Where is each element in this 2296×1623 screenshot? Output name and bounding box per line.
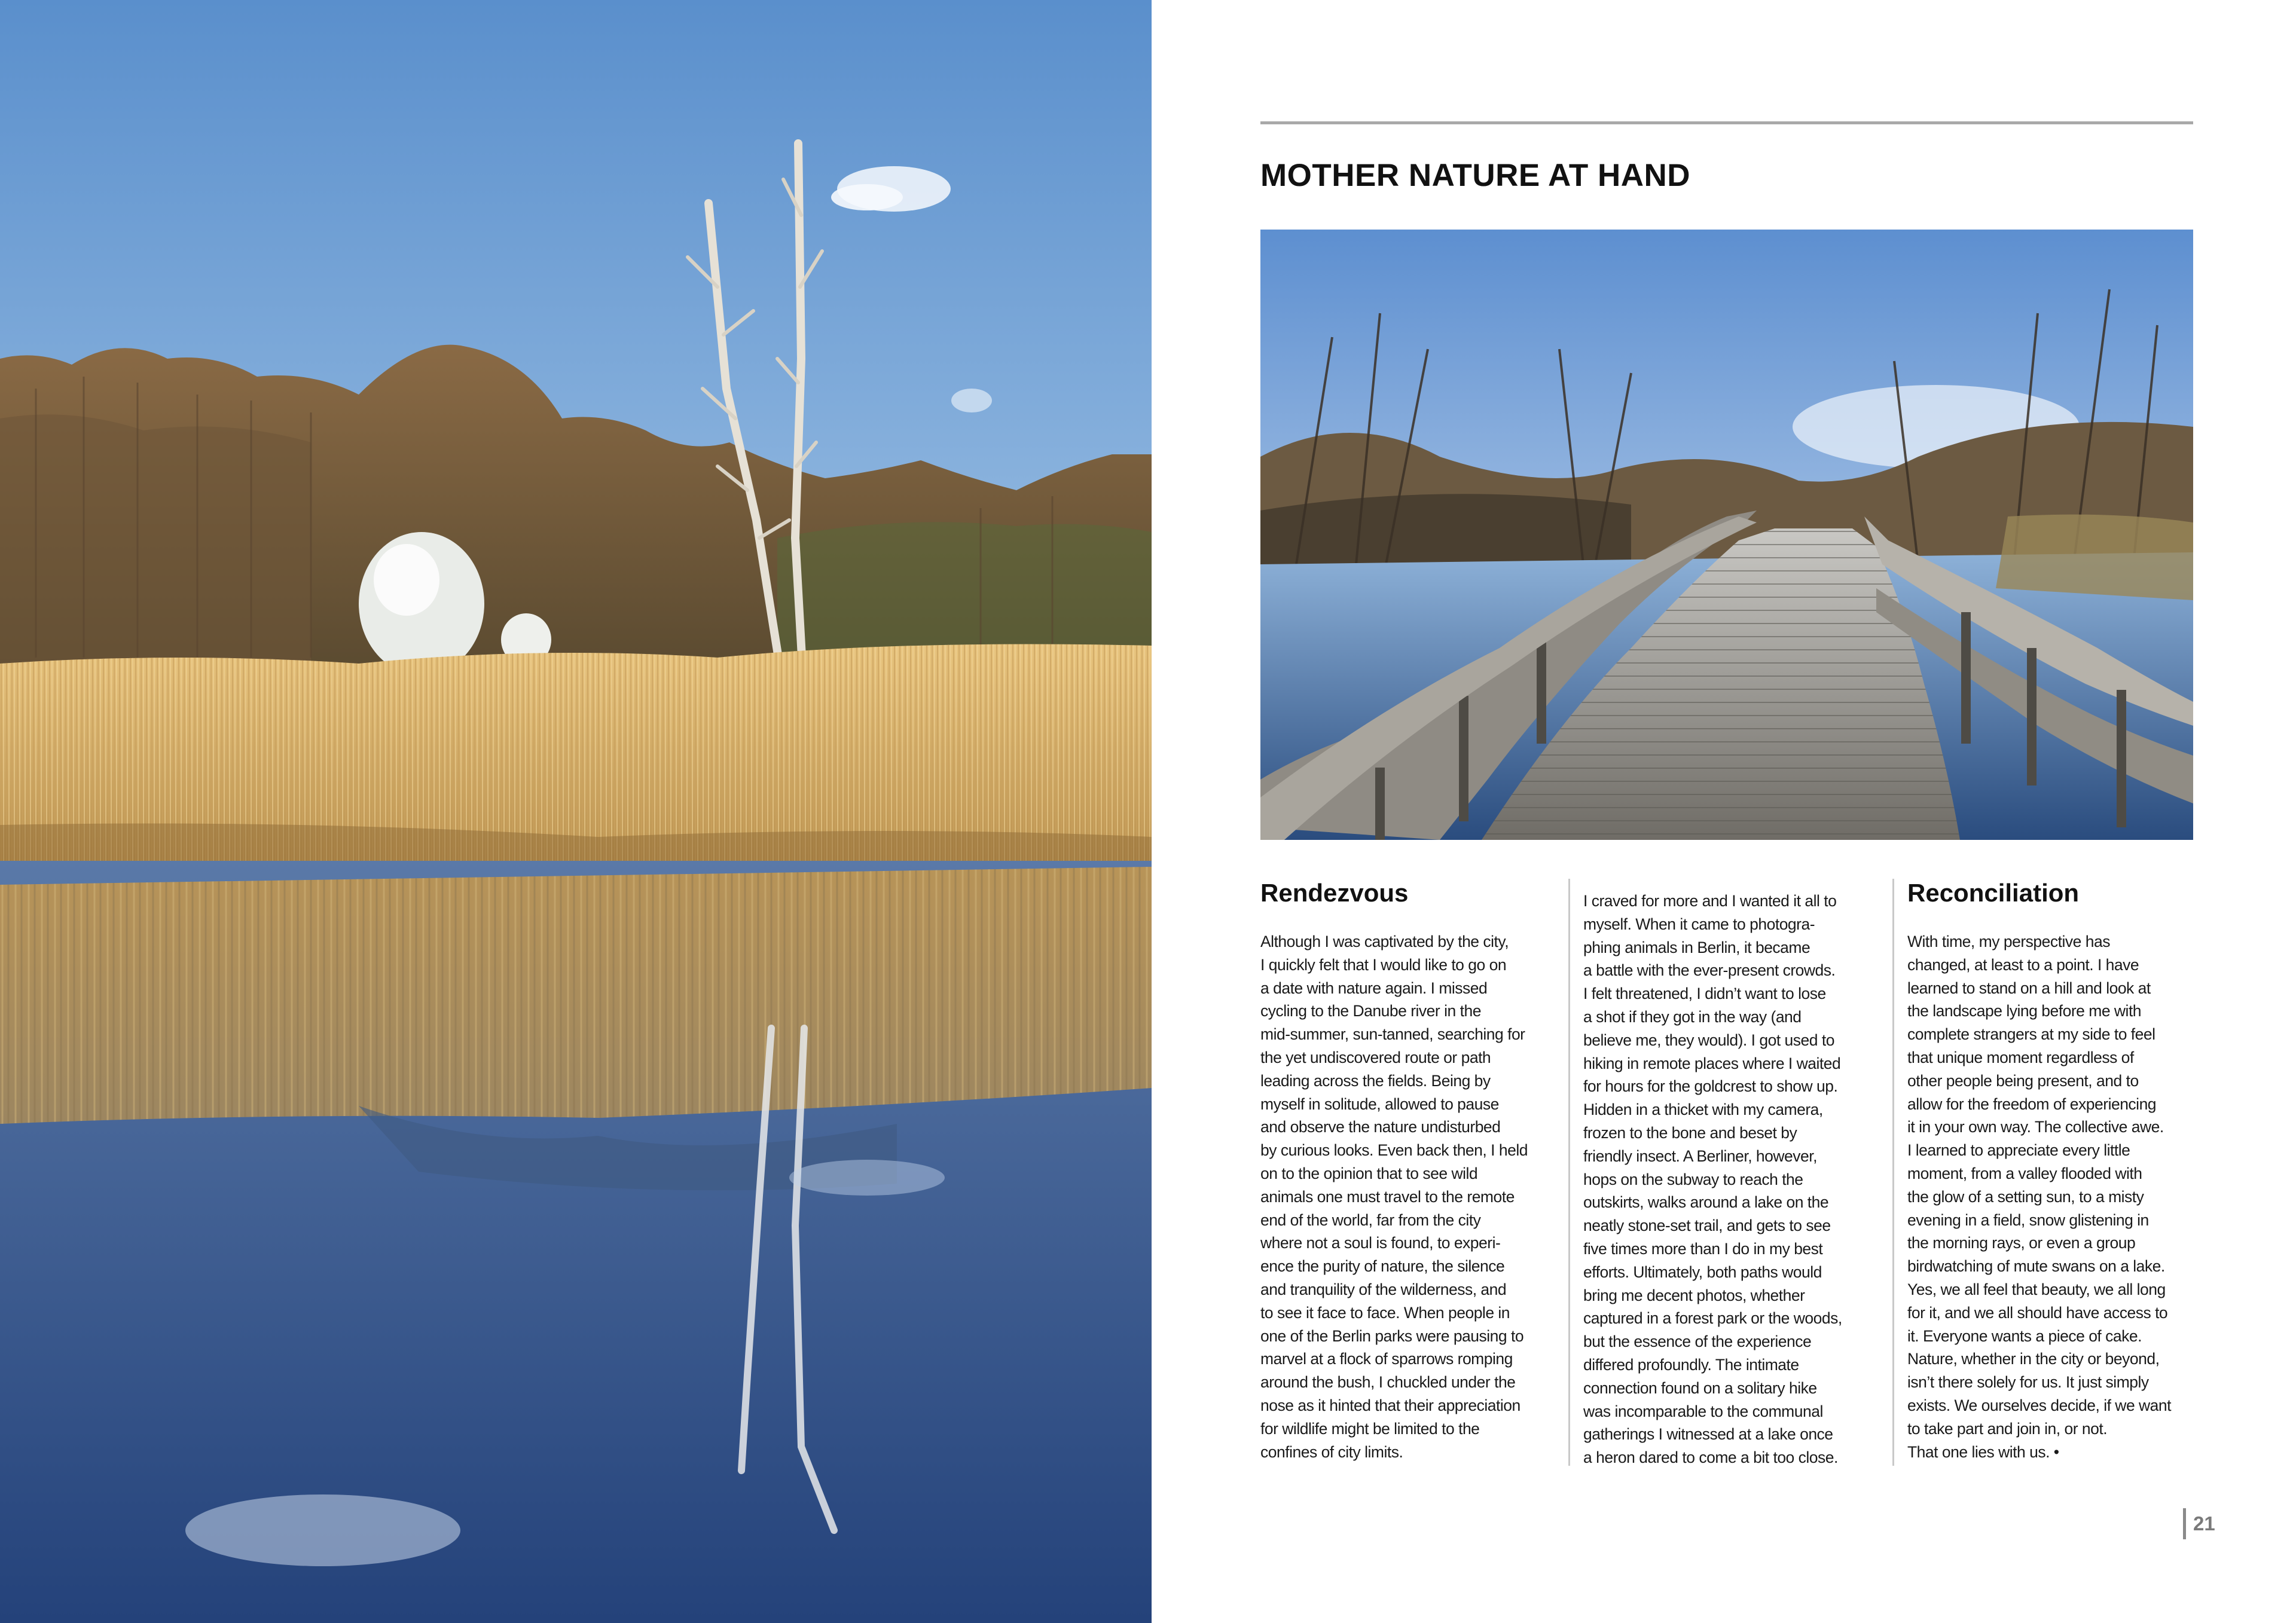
body-line: bring me decent photos, whether [1583, 1286, 1805, 1304]
body-line: phing animals in Berlin, it became [1583, 938, 1810, 956]
body-line: a heron dared to come a bit too close. [1583, 1448, 1838, 1467]
body-line: I craved for more and I wanted it all to [1583, 892, 1837, 910]
body-line: the landscape lying before me with [1907, 1002, 2142, 1020]
body-line: outskirts, walks around a lake on the [1583, 1193, 1829, 1212]
section-heading-reconciliation: Reconciliation [1907, 879, 2080, 907]
body-line: That one lies with us. • [1907, 1442, 2059, 1461]
body-line: leading across the fields. Being by [1260, 1071, 1491, 1090]
top-rule [1260, 121, 2193, 124]
body-line: Although I was captivated by the city, [1260, 933, 1509, 950]
body-line: it. Everyone wants a piece of cake. [1907, 1326, 2142, 1345]
body-line: marvel at a flock of sparrows romping [1260, 1350, 1513, 1368]
body-line: that unique moment regardless of [1907, 1048, 2134, 1066]
boardwalk-river-image [1260, 230, 2193, 840]
body-line: mid-summer, sun-tanned, searching for [1260, 1025, 1525, 1044]
section-heading-rendezvous: Rendezvous [1260, 879, 1409, 907]
body-line: birdwatching of mute swans on a lake. [1907, 1257, 2165, 1276]
column-reconciliation [1907, 878, 2197, 1463]
body-line: to see it face to face. When people in [1260, 1303, 1510, 1322]
body-line: and tranquility of the wilderness, and [1260, 1280, 1507, 1298]
body-line: and observe the nature undisturbed [1260, 1118, 1501, 1136]
body-line: captured in a forest park or the woods, [1583, 1309, 1842, 1328]
body-line: five times more than I do in my best [1583, 1239, 1823, 1258]
body-line: moment, from a valley flooded with [1907, 1164, 2142, 1182]
body-line: myself. When it came to photogra- [1583, 915, 1815, 933]
body-line: I quickly felt that I would like to go on [1260, 955, 1507, 974]
body-line: was incomparable to the communal [1583, 1402, 1823, 1420]
body-line: a date with nature again. I missed [1260, 979, 1488, 997]
body-line: Nature, whether in the city or beyond, [1907, 1350, 2160, 1368]
body-line: end of the world, far from the city [1260, 1211, 1481, 1229]
body-line: evening in a field, snow glistening in [1907, 1211, 2149, 1229]
page-number-bar [2183, 1508, 2186, 1539]
body-line: neatly stone-set trail, and gets to see [1583, 1217, 1831, 1235]
body-line: for wildlife might be limited to the [1260, 1419, 1480, 1438]
body-line: animals one must travel to the remote [1260, 1187, 1515, 1206]
column-body [1260, 930, 1550, 1463]
page-title: MOTHER NATURE AT HAND [1260, 158, 1691, 193]
body-line: it in your own way. The collective awe. [1907, 1118, 2164, 1136]
body-line: allow for the freedom of experiencing [1907, 1095, 2157, 1113]
body-line: With time, my perspective has [1907, 933, 2110, 950]
body-line: exists. We ourselves decide, if we want [1907, 1396, 2172, 1414]
body-line: on to the opinion that to see wild [1260, 1164, 1478, 1182]
body-line: but the essence of the experience [1583, 1332, 1812, 1351]
body-line: hiking in remote places where I waited [1583, 1054, 1841, 1072]
column-middle [1583, 890, 1873, 1469]
body-line: changed, at least to a point. I have [1907, 955, 2139, 974]
body-line: cycling to the Danube river in the [1260, 1002, 1481, 1020]
body-line: Yes, we all feel that beauty, we all long [1907, 1280, 2166, 1298]
body-line: a shot if they got in the way (and [1583, 1007, 1802, 1026]
column-body [1583, 890, 1873, 1469]
boardwalk-photo [1260, 230, 2193, 840]
body-line: nose as it hinted that their appreciation [1260, 1396, 1521, 1414]
body-line: where not a soul is found, to experi- [1260, 1234, 1501, 1252]
body-line: to take part and join in, or not. [1907, 1419, 2108, 1438]
body-line: I learned to appreciate every little [1907, 1141, 2130, 1160]
body-line: frozen to the bone and beset by [1583, 1123, 1797, 1142]
body-line: I felt threatened, I didn’t want to lose [1583, 985, 1826, 1003]
column-divider [1568, 879, 1570, 1466]
body-line: confines of city limits. [1260, 1442, 1403, 1461]
page-number: 21 [2193, 1512, 2215, 1535]
body-line: complete strangers at my side to feel [1907, 1025, 2155, 1044]
body-line: the morning rays, or even a group [1907, 1234, 2136, 1252]
body-line: Hidden in a thicket with my camera, [1583, 1101, 1823, 1119]
body-line: gatherings I witnessed at a lake once [1583, 1425, 1833, 1444]
body-line: for hours for the goldcrest to show up. [1583, 1077, 1838, 1096]
body-line: friendly insect. A Berliner, however, [1583, 1147, 1817, 1165]
body-line: learned to stand on a hill and look at [1907, 979, 2151, 997]
body-line: hops on the subway to reach the [1583, 1170, 1803, 1188]
body-line: ence the purity of nature, the silence [1260, 1257, 1505, 1276]
right-page [1152, 0, 2296, 1623]
body-line: believe me, they would). I got used to [1583, 1031, 1834, 1049]
body-line: other people being present, and to [1907, 1071, 2139, 1090]
body-line: connection found on a solitary hike [1583, 1379, 1817, 1397]
body-line: around the bush, I chuckled under the [1260, 1373, 1516, 1392]
body-line: for it, and we all should have access to [1907, 1303, 2168, 1322]
body-line: by curious looks. Even back then, I held [1260, 1141, 1528, 1160]
body-line: the yet undiscovered route or path [1260, 1048, 1491, 1066]
column-divider [1892, 879, 1894, 1466]
body-line: isn’t there solely for us. It just simply [1907, 1373, 2149, 1392]
body-line: a battle with the ever-present crowds. [1583, 961, 1836, 980]
body-line: myself in solitude, allowed to pause [1260, 1095, 1499, 1113]
column-body [1907, 930, 2197, 1463]
body-line: efforts. Ultimately, both paths would [1583, 1263, 1822, 1281]
body-line: differed profoundly. The intimate [1583, 1355, 1799, 1374]
body-line: one of the Berlin parks were pausing to [1260, 1326, 1524, 1345]
column-rendezvous [1260, 878, 1550, 1463]
body-line: the glow of a setting sun, to a misty [1907, 1187, 2144, 1206]
